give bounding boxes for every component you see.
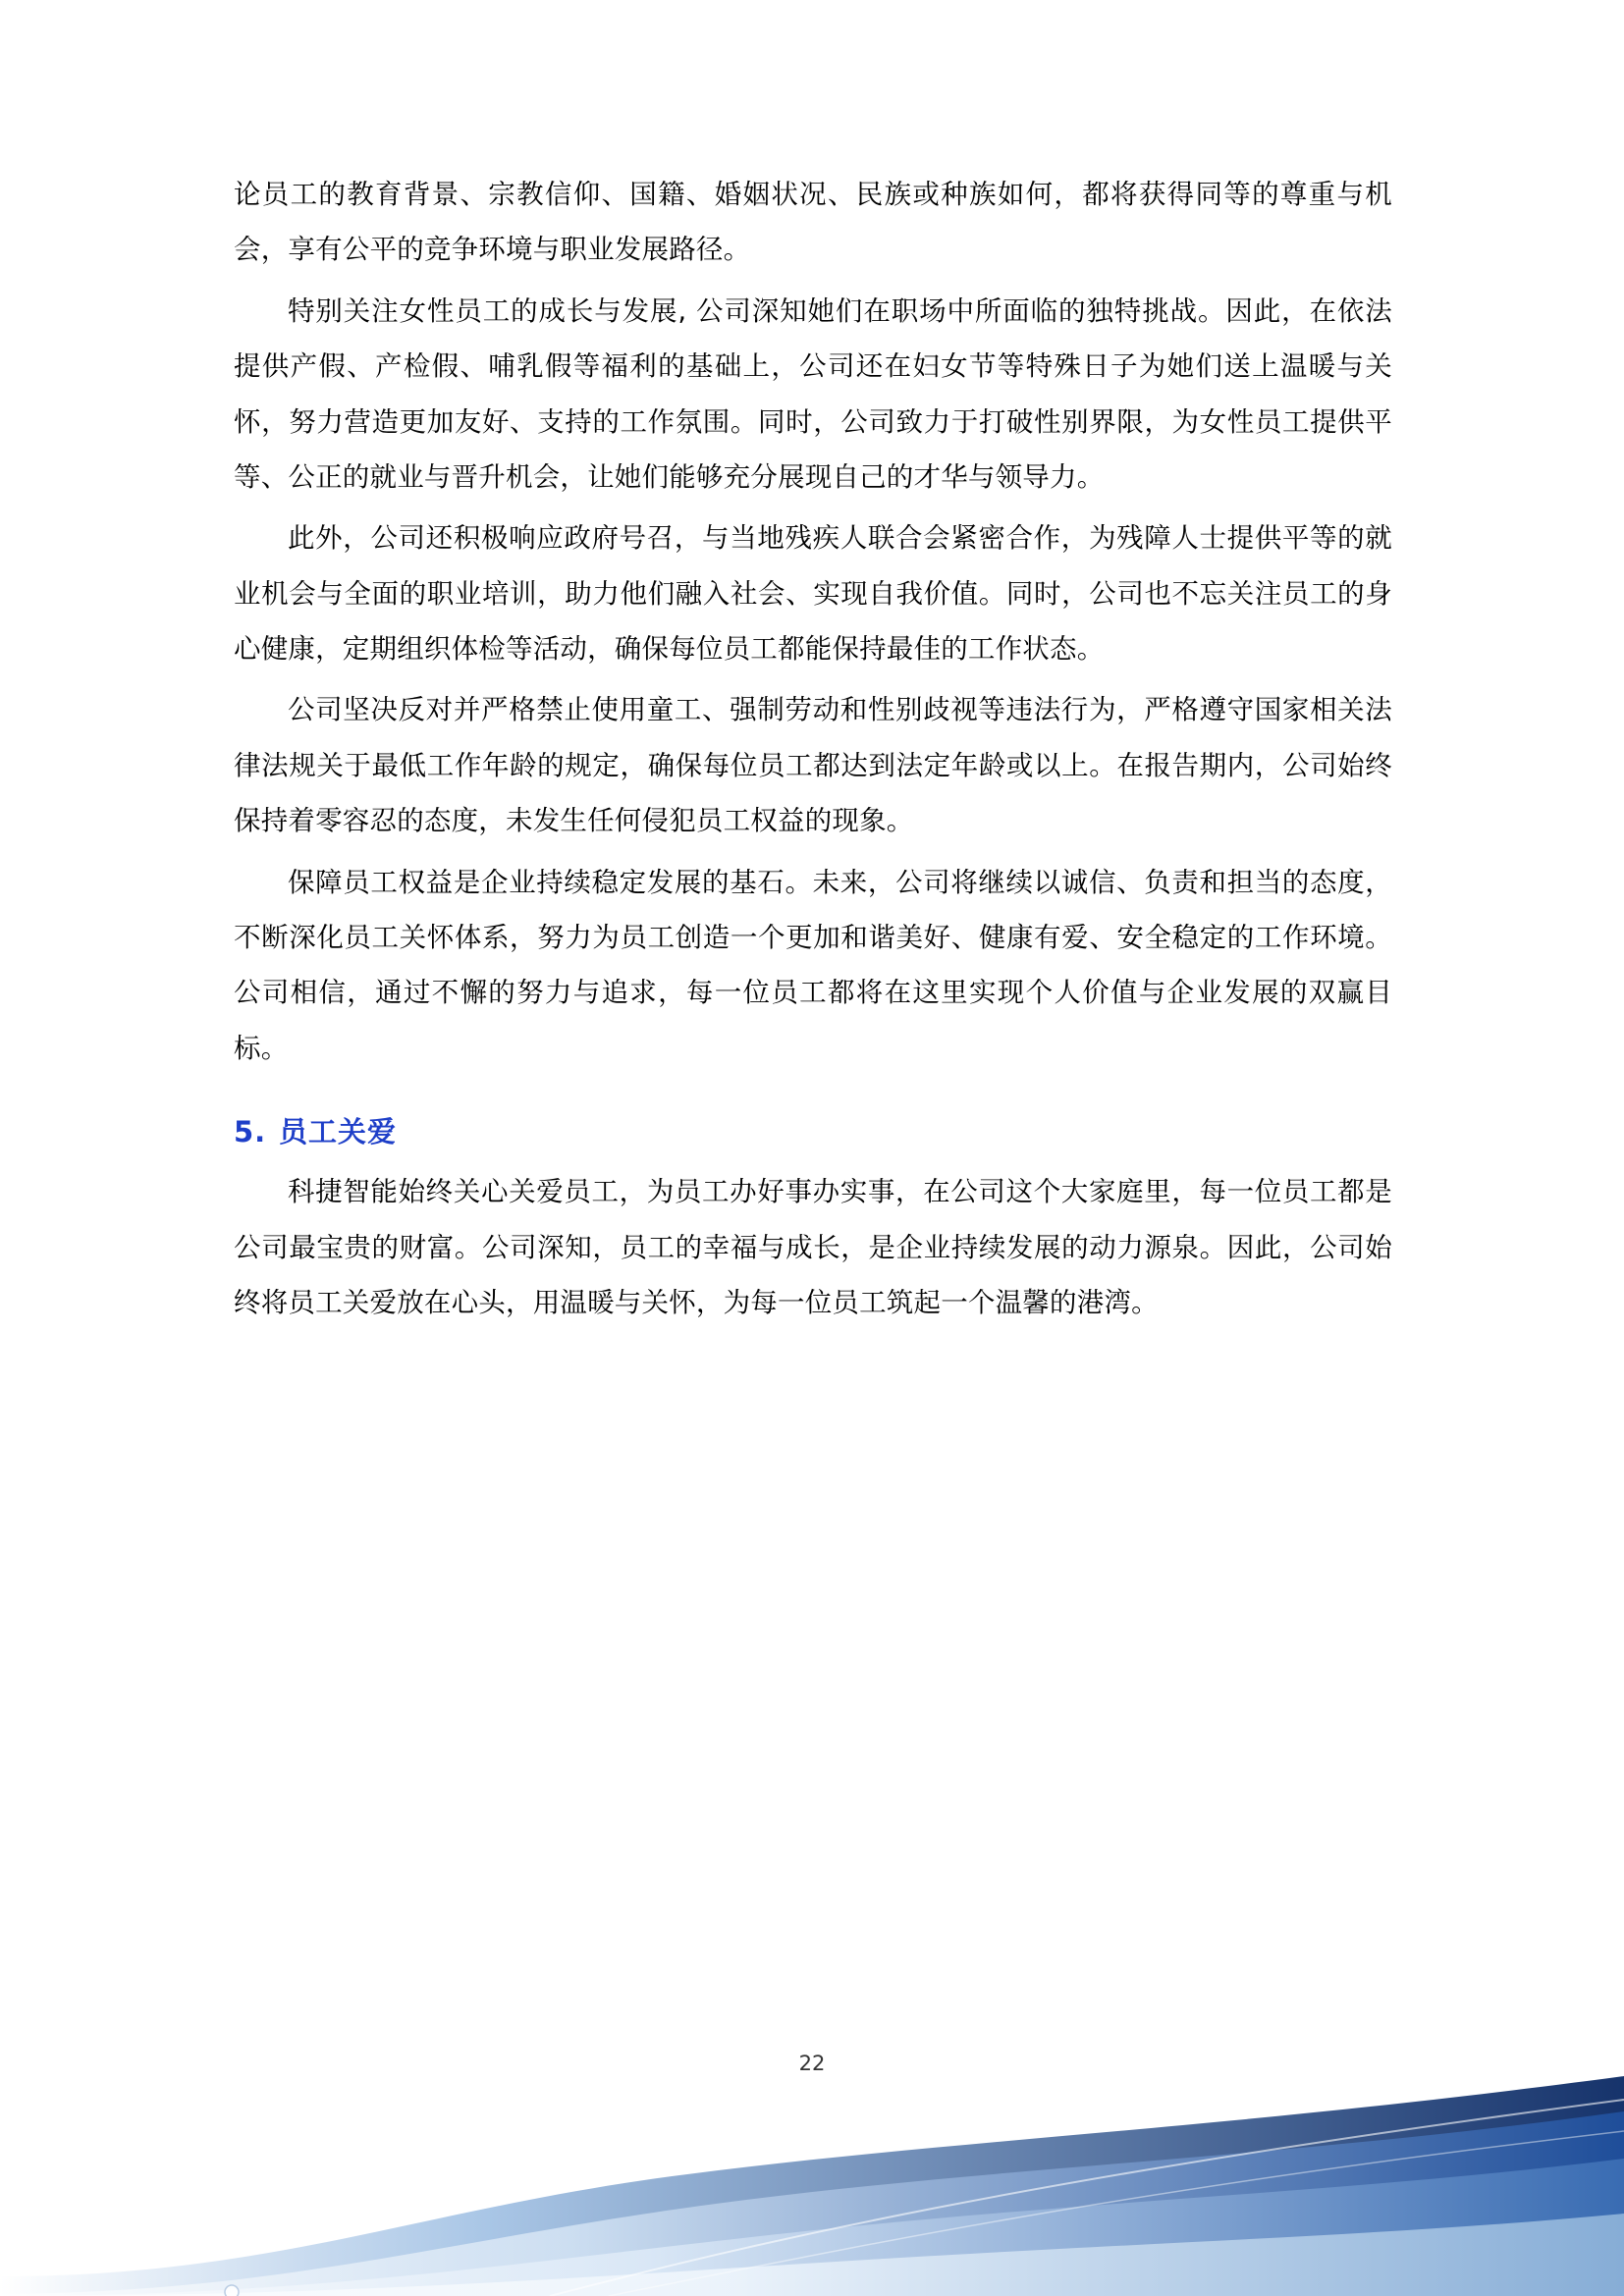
page-number: 22: [798, 2052, 826, 2075]
section-number: 5.: [234, 1115, 267, 1148]
section-title: 员工关爱: [279, 1115, 398, 1148]
paragraph: 论员工的教育背景、宗教信仰、国籍、婚姻状况、民族或种族如何，都将获得同等的尊重与机会，享有公平的竞争环境与职业发展路径。: [234, 179, 1392, 266]
footer-decoration: [0, 1982, 1624, 2296]
page-content: [234, 167, 1392, 1337]
paragraph: 此外，公司还积极响应政府号召，与当地残疾人联合会紧密合作，为残障人士提供平等的就业机会与全面的职业培训，助力他们融入社会、实现自我价值。同时，公司也不忘关注员工的身心健康，定期组织体检等活动，确保每位员工都能保持最佳的工作状态。: [234, 522, 1392, 665]
paragraph: 公司坚决反对并严格禁止使用童工、强制劳动和性别歧视等违法行为，严格遵守国家相关法律法规关于最低工作年龄的规定，确保每位员工都达到法定年龄或以上。在报告期内，公司始终保持着零容忍的态度，未发生任何侵犯员工权益的现象。: [234, 694, 1392, 837]
paragraph: 保障员工权益是企业持续稳定发展的基石。未来，公司将继续以诚信、负责和担当的态度，不断深化员工关怀体系，努力为员工创造一个更加和谐美好、健康有爱、安全稳定的工作环境。公司相信，通过不懈的努力与追求，每一位员工都将在这里实现个人价值与企业发展的双赢目标。: [234, 866, 1392, 1064]
paragraph: 特别关注女性员工的成长与发展, 公司深知她们在职场中所面临的独特挑战。因此，在依法提供产假、产检假、哺乳假等福利的基础上，公司还在妇女节等特殊日子为她们送上温暖与关怀，努力营造更加友好、支持的工作氛围。同时，公司致力于打破性别界限，为女性员工提供平等、公正的就业与晋升机会，让她们能够充分展现自己的才华与领导力。: [234, 294, 1392, 493]
section-heading: [234, 1109, 1392, 1154]
paragraph: 科捷智能始终关心关爱员工，为员工办好事办实事，在公司这个大家庭里，每一位员工都是公司最宝贵的财富。公司深知，员工的幸福与成长，是企业持续发展的动力源泉。因此，公司始终将员工关爱放在心头，用温暖与关怀，为每一位员工筑起一个温馨的港湾。: [234, 1176, 1392, 1319]
